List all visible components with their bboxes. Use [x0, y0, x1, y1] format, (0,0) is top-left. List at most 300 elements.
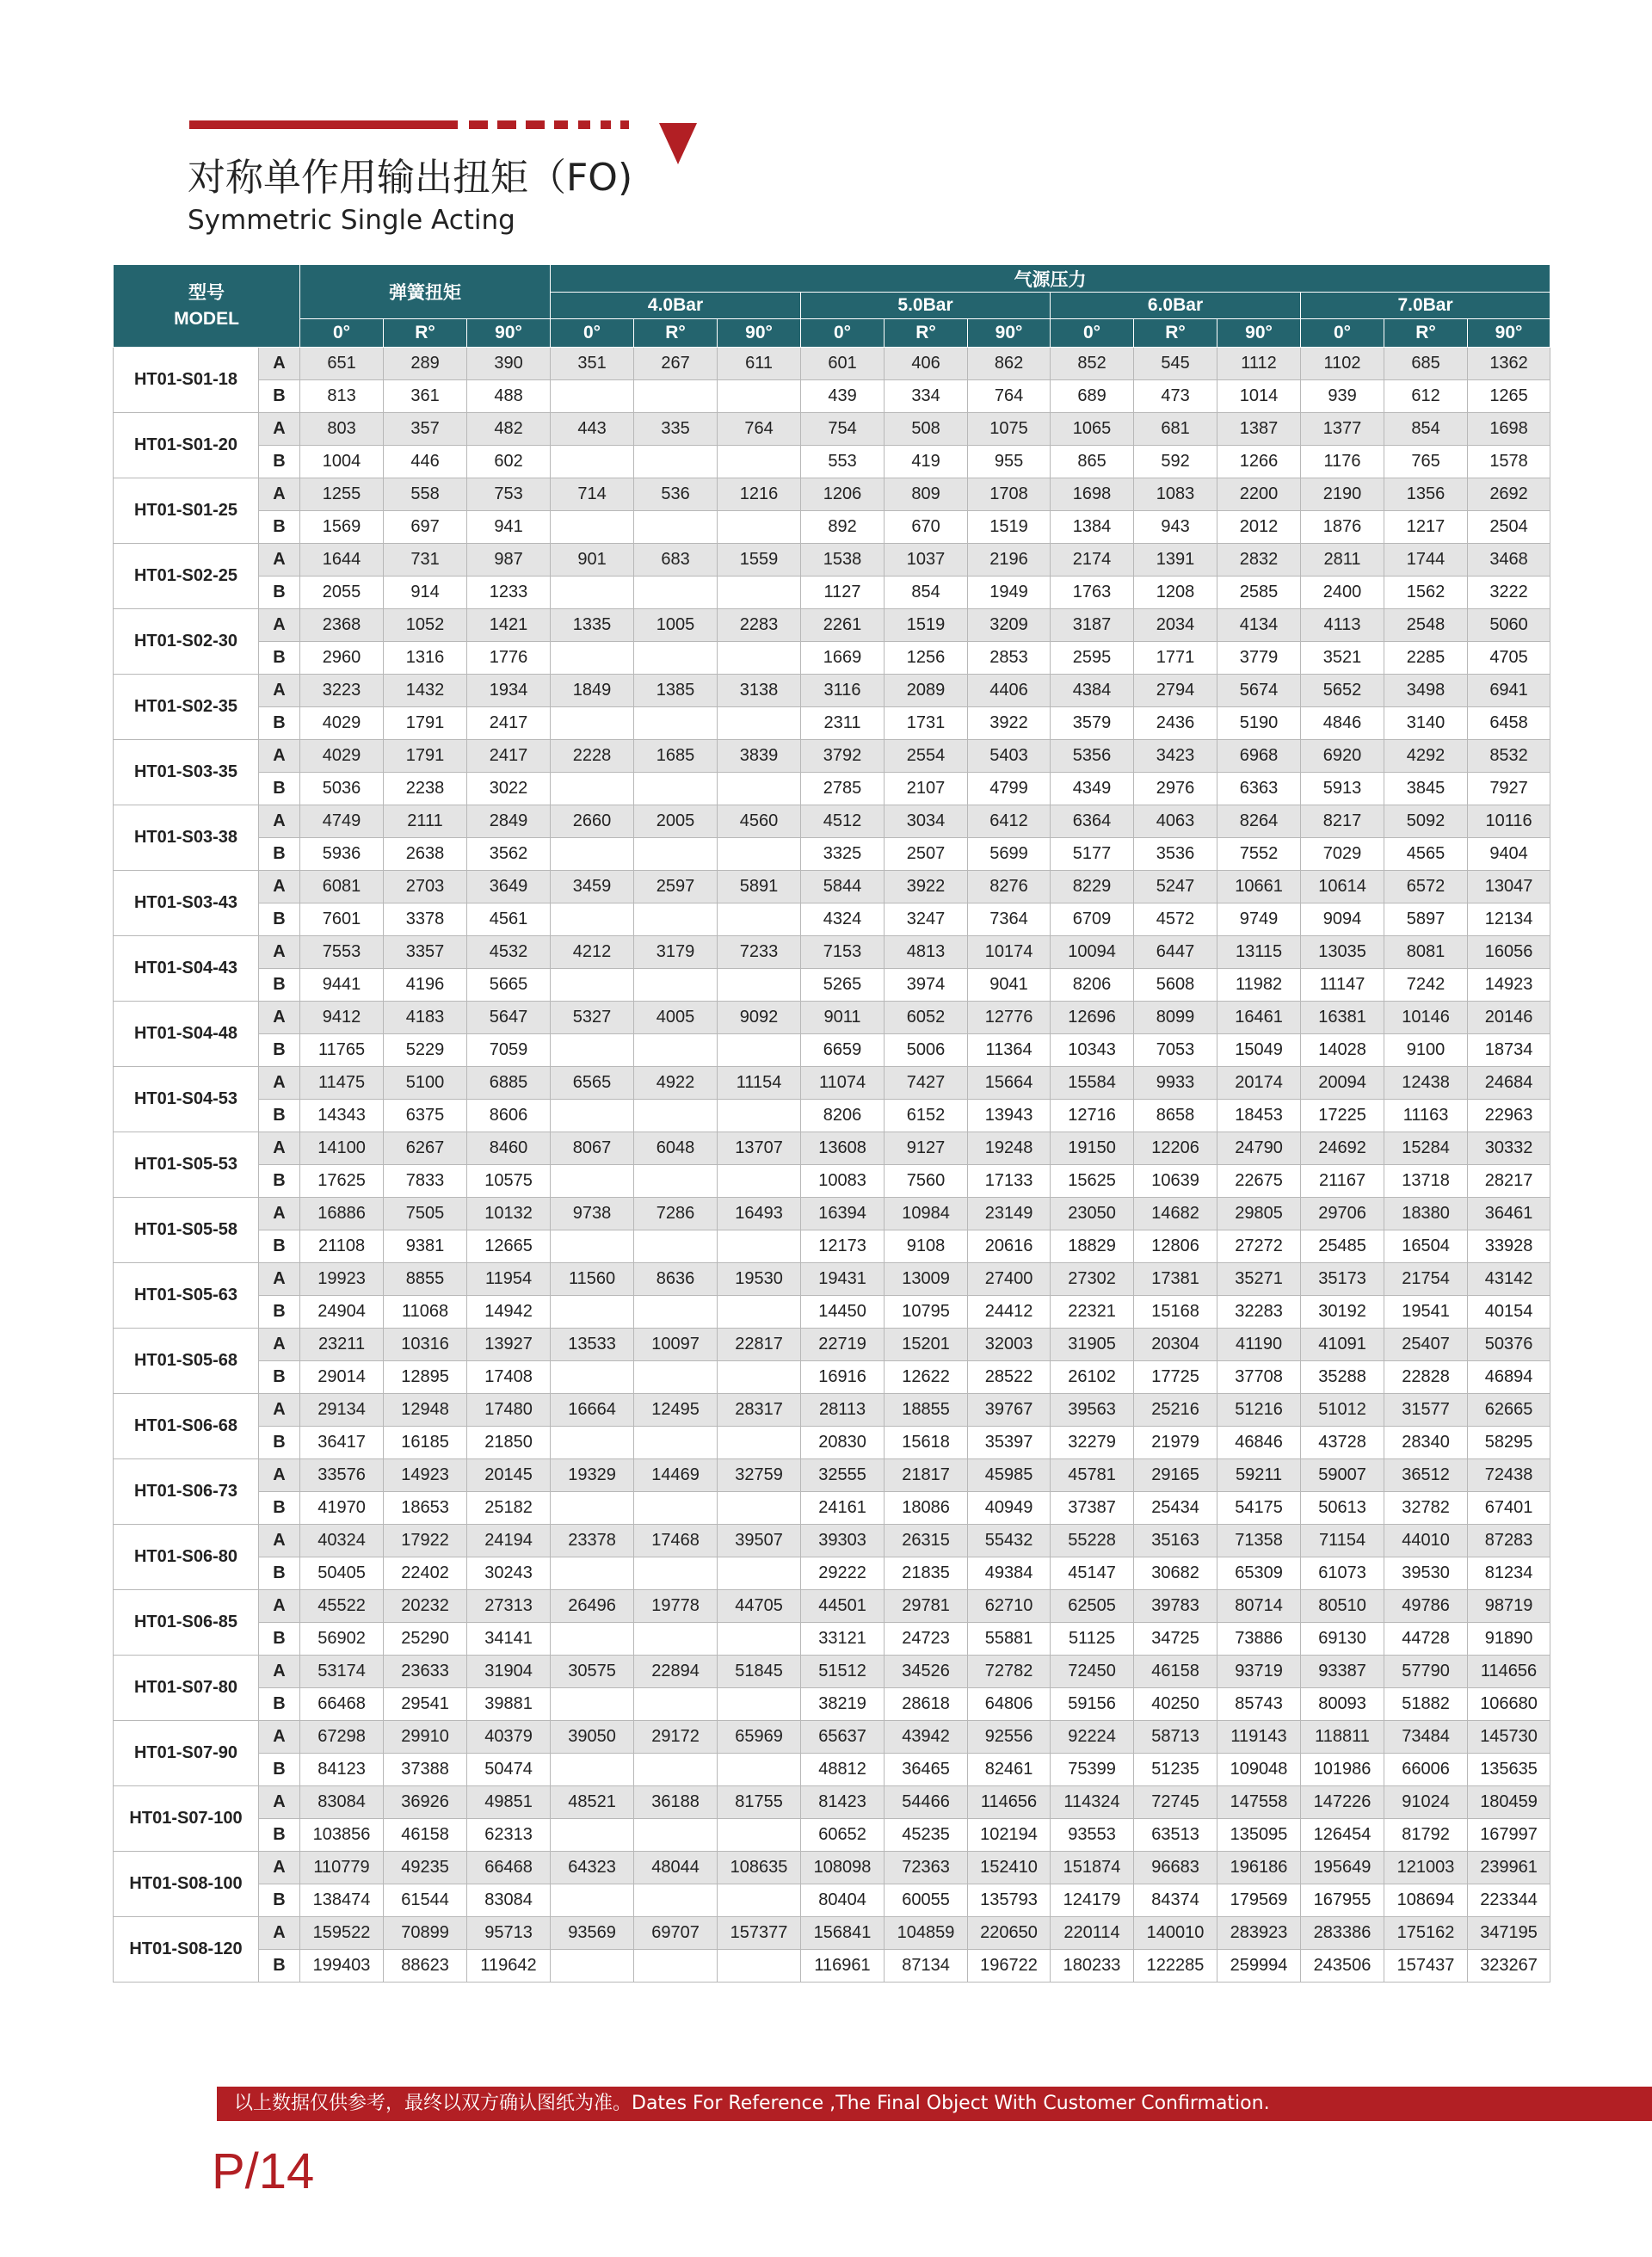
torque-value-cell: 3536	[1134, 838, 1217, 871]
torque-value-cell: 4561	[467, 903, 551, 936]
torque-value-cell: 2811	[1301, 544, 1384, 577]
torque-value-cell: 1708	[968, 478, 1051, 511]
torque-value-cell	[718, 1034, 801, 1067]
torque-value-cell: 24161	[801, 1492, 885, 1525]
torque-value-cell: 754	[801, 413, 885, 446]
torque-value-cell: 35173	[1301, 1263, 1384, 1296]
table-row	[114, 936, 1550, 969]
torque-value-cell: 334	[885, 380, 968, 413]
torque-value-cell: 765	[1384, 446, 1468, 478]
angle-header: R°	[1384, 319, 1468, 348]
torque-value-cell: 1075	[968, 413, 1051, 446]
torque-value-cell: 357	[384, 413, 467, 446]
torque-value-cell: 1432	[384, 675, 467, 707]
torque-value-cell: 3187	[1051, 609, 1134, 642]
torque-value-cell	[551, 1754, 634, 1786]
torque-value-cell: 114324	[1051, 1786, 1134, 1819]
torque-value-cell: 33121	[801, 1623, 885, 1656]
torque-value-cell: 40379	[467, 1721, 551, 1754]
torque-value-cell: 35163	[1134, 1525, 1217, 1557]
torque-value-cell: 1217	[1384, 511, 1468, 544]
torque-value-cell: 22963	[1468, 1100, 1550, 1132]
torque-value-cell: 11765	[300, 1034, 384, 1067]
torque-value-cell: 601	[801, 348, 885, 380]
torque-value-cell: 2504	[1468, 511, 1550, 544]
page-title: 对称单作用输出扭矩（FO)	[188, 156, 633, 200]
torque-value-cell: 7364	[968, 903, 1051, 936]
torque-value-cell	[718, 773, 801, 805]
torque-value-cell: 3247	[885, 903, 968, 936]
torque-value-cell: 1385	[634, 675, 718, 707]
torque-value-cell: 4183	[384, 1002, 467, 1034]
torque-value-cell: 1387	[1217, 413, 1301, 446]
torque-value-cell: 17480	[467, 1394, 551, 1427]
torque-value-cell: 16461	[1217, 1002, 1301, 1034]
torque-value-cell: 12173	[801, 1230, 885, 1263]
torque-value-cell: 1362	[1468, 348, 1550, 380]
torque-value-cell: 3179	[634, 936, 718, 969]
torque-value-cell: 1037	[885, 544, 968, 577]
torque-value-cell: 109048	[1217, 1754, 1301, 1786]
torque-value-cell: 96683	[1134, 1852, 1217, 1884]
torque-value-cell	[718, 1100, 801, 1132]
torque-value-cell: 72782	[968, 1656, 1051, 1688]
torque-value-cell: 25407	[1384, 1329, 1468, 1361]
torque-value-cell: 1876	[1301, 511, 1384, 544]
torque-value-cell: 72438	[1468, 1459, 1550, 1492]
torque-value-cell: 39507	[718, 1525, 801, 1557]
torque-value-cell: 4705	[1468, 642, 1550, 675]
row-variant-label: A	[259, 478, 300, 511]
row-variant-label: B	[259, 380, 300, 413]
torque-value-cell: 6920	[1301, 740, 1384, 773]
torque-value-cell: 80714	[1217, 1590, 1301, 1623]
model-name-cell: HT01-S01-25	[114, 478, 259, 544]
header-line-dash	[469, 120, 488, 129]
torque-value-cell: 20616	[968, 1230, 1051, 1263]
torque-value-cell: 2785	[801, 773, 885, 805]
torque-value-cell: 44728	[1384, 1623, 1468, 1656]
table-row	[114, 413, 1550, 446]
torque-value-cell: 80404	[801, 1884, 885, 1917]
torque-value-cell	[718, 642, 801, 675]
torque-value-cell: 151874	[1051, 1852, 1134, 1884]
torque-value-cell	[634, 1688, 718, 1721]
torque-value-cell: 29781	[885, 1590, 968, 1623]
table-row	[114, 1754, 1550, 1786]
torque-value-cell	[718, 1884, 801, 1917]
table-row	[114, 1721, 1550, 1754]
torque-value-cell: 3845	[1384, 773, 1468, 805]
torque-value-cell: 11954	[467, 1263, 551, 1296]
torque-value-cell: 13115	[1217, 936, 1301, 969]
torque-value-cell	[551, 1884, 634, 1917]
torque-value-cell: 32279	[1051, 1427, 1134, 1459]
torque-value-cell: 48044	[634, 1852, 718, 1884]
torque-value-cell: 32283	[1217, 1296, 1301, 1329]
torque-value-cell: 44010	[1384, 1525, 1468, 1557]
model-name-cell: HT01-S03-43	[114, 871, 259, 936]
torque-value-cell: 1698	[1051, 478, 1134, 511]
model-name-cell: HT01-S02-25	[114, 544, 259, 609]
torque-value-cell: 11154	[718, 1067, 801, 1100]
torque-value-cell: 46158	[384, 1819, 467, 1852]
torque-value-cell: 27400	[968, 1263, 1051, 1296]
torque-value-cell: 1791	[384, 740, 467, 773]
torque-value-cell: 5060	[1468, 609, 1550, 642]
torque-value-cell: 2595	[1051, 642, 1134, 675]
torque-value-cell: 1569	[300, 511, 384, 544]
torque-value-cell: 11068	[384, 1296, 467, 1329]
row-variant-label: B	[259, 1034, 300, 1067]
torque-value-cell: 3468	[1468, 544, 1550, 577]
torque-value-cell: 24723	[885, 1623, 968, 1656]
row-variant-label: B	[259, 838, 300, 871]
row-variant-label: A	[259, 740, 300, 773]
torque-value-cell: 16056	[1468, 936, 1550, 969]
torque-value-cell: 5647	[467, 1002, 551, 1034]
row-variant-label: B	[259, 1492, 300, 1525]
torque-value-cell: 84374	[1134, 1884, 1217, 1917]
table-row	[114, 609, 1550, 642]
torque-value-cell	[634, 707, 718, 740]
torque-value-cell: 10575	[467, 1165, 551, 1198]
torque-value-cell: 12948	[384, 1394, 467, 1427]
torque-value-cell: 12665	[467, 1230, 551, 1263]
torque-value-cell: 5100	[384, 1067, 467, 1100]
torque-value-cell	[634, 1296, 718, 1329]
torque-value-cell	[551, 969, 634, 1002]
row-variant-label: A	[259, 544, 300, 577]
header-line-dash	[620, 120, 629, 129]
torque-value-cell: 44501	[801, 1590, 885, 1623]
torque-value-cell: 753	[467, 478, 551, 511]
torque-value-cell: 92556	[968, 1721, 1051, 1754]
torque-value-cell: 8217	[1301, 805, 1384, 838]
torque-value-cell: 10614	[1301, 871, 1384, 903]
torque-value-cell: 19530	[718, 1263, 801, 1296]
torque-value-cell: 2832	[1217, 544, 1301, 577]
torque-value-cell: 8855	[384, 1263, 467, 1296]
torque-value-cell: 16394	[801, 1198, 885, 1230]
torque-value-cell: 4292	[1384, 740, 1468, 773]
row-variant-label: B	[259, 1754, 300, 1786]
torque-value-cell: 14100	[300, 1132, 384, 1165]
torque-value-cell: 223344	[1468, 1884, 1550, 1917]
torque-value-cell: 10984	[885, 1198, 968, 1230]
torque-value-cell: 18734	[1468, 1034, 1550, 1067]
torque-value-cell: 592	[1134, 446, 1217, 478]
torque-value-cell	[718, 1557, 801, 1590]
torque-value-cell: 13009	[885, 1263, 968, 1296]
row-variant-label: A	[259, 1329, 300, 1361]
torque-value-cell: 36461	[1468, 1198, 1550, 1230]
torque-value-cell: 2400	[1301, 577, 1384, 609]
torque-value-cell: 25216	[1134, 1394, 1217, 1427]
torque-value-cell: 103856	[300, 1819, 384, 1852]
torque-value-cell: 23211	[300, 1329, 384, 1361]
torque-value-cell: 106680	[1468, 1688, 1550, 1721]
angle-header: 0°	[1301, 319, 1384, 348]
torque-value-cell: 93719	[1217, 1656, 1301, 1688]
torque-value-cell: 1538	[801, 544, 885, 577]
torque-value-cell: 683	[634, 544, 718, 577]
torque-value-cell: 18829	[1051, 1230, 1134, 1263]
torque-value-cell: 4572	[1134, 903, 1217, 936]
table-row	[114, 1002, 1550, 1034]
torque-value-cell: 446	[384, 446, 467, 478]
pressure-header-5bar: 5.0Bar	[801, 293, 1051, 319]
torque-value-cell: 15664	[968, 1067, 1051, 1100]
torque-value-cell: 2853	[968, 642, 1051, 675]
torque-value-cell: 40154	[1468, 1296, 1550, 1329]
model-name-cell: HT01-S05-58	[114, 1198, 259, 1263]
torque-value-cell: 135793	[968, 1884, 1051, 1917]
torque-value-cell: 2960	[300, 642, 384, 675]
torque-value-cell: 21850	[467, 1427, 551, 1459]
torque-value-cell	[634, 903, 718, 936]
torque-value-cell: 36188	[634, 1786, 718, 1819]
torque-value-cell: 1519	[968, 511, 1051, 544]
torque-value-cell: 9108	[885, 1230, 968, 1263]
torque-value-cell: 62505	[1051, 1590, 1134, 1623]
torque-value-cell: 39563	[1051, 1394, 1134, 1427]
torque-value-cell: 32555	[801, 1459, 885, 1492]
torque-value-cell: 27302	[1051, 1263, 1134, 1296]
torque-value-cell: 27272	[1217, 1230, 1301, 1263]
torque-value-cell: 43942	[885, 1721, 968, 1754]
torque-value-cell	[634, 1165, 718, 1198]
torque-value-cell: 102194	[968, 1819, 1051, 1852]
torque-value-cell: 22828	[1384, 1361, 1468, 1394]
torque-value-cell: 31905	[1051, 1329, 1134, 1361]
torque-value-cell: 55228	[1051, 1525, 1134, 1557]
torque-value-cell: 13707	[718, 1132, 801, 1165]
torque-value-cell: 30575	[551, 1656, 634, 1688]
torque-value-cell: 6572	[1384, 871, 1468, 903]
model-name-cell: HT01-S02-30	[114, 609, 259, 675]
model-name-cell: HT01-S06-85	[114, 1590, 259, 1656]
torque-value-cell: 122285	[1134, 1950, 1217, 1983]
torque-value-cell: 72745	[1134, 1786, 1217, 1819]
table-row	[114, 544, 1550, 577]
torque-value-cell: 9092	[718, 1002, 801, 1034]
torque-value-cell: 2417	[467, 740, 551, 773]
torque-value-cell: 6267	[384, 1132, 467, 1165]
torque-value-cell: 3498	[1384, 675, 1468, 707]
torque-value-cell: 87134	[885, 1950, 968, 1983]
torque-value-cell: 1934	[467, 675, 551, 707]
torque-value-cell: 36512	[1384, 1459, 1468, 1492]
torque-value-cell: 2238	[384, 773, 467, 805]
torque-value-cell: 41091	[1301, 1329, 1384, 1361]
pressure-header-4bar: 4.0Bar	[551, 293, 801, 319]
torque-value-cell	[551, 642, 634, 675]
torque-value-cell: 10174	[968, 936, 1051, 969]
torque-value-cell: 1127	[801, 577, 885, 609]
torque-value-cell: 44705	[718, 1590, 801, 1623]
angle-header: 90°	[1217, 319, 1301, 348]
torque-value-cell: 9412	[300, 1002, 384, 1034]
page-subtitle: Symmetric Single Acting	[188, 205, 515, 236]
torque-value-cell: 10146	[1384, 1002, 1468, 1034]
torque-value-cell: 3423	[1134, 740, 1217, 773]
torque-value-cell: 1005	[634, 609, 718, 642]
torque-value-cell	[634, 1950, 718, 1983]
torque-value-cell: 685	[1384, 348, 1468, 380]
torque-value-cell: 3649	[467, 871, 551, 903]
torque-value-cell: 2368	[300, 609, 384, 642]
torque-value-cell: 17922	[384, 1525, 467, 1557]
torque-value-cell	[634, 969, 718, 1002]
row-variant-label: B	[259, 1230, 300, 1263]
row-variant-label: A	[259, 1525, 300, 1557]
torque-value-cell: 14923	[1468, 969, 1550, 1002]
torque-value-cell: 14682	[1134, 1198, 1217, 1230]
table-row	[114, 1557, 1550, 1590]
torque-value-cell: 114656	[968, 1786, 1051, 1819]
model-name-cell: HT01-S06-73	[114, 1459, 259, 1525]
torque-value-cell: 23633	[384, 1656, 467, 1688]
torque-value-cell: 5913	[1301, 773, 1384, 805]
torque-value-cell	[718, 1361, 801, 1394]
torque-value-cell: 67401	[1468, 1492, 1550, 1525]
torque-value-cell	[718, 1688, 801, 1721]
torque-value-cell: 35397	[968, 1427, 1051, 1459]
torque-value-cell	[634, 1361, 718, 1394]
torque-value-cell: 7601	[300, 903, 384, 936]
torque-value-cell: 9094	[1301, 903, 1384, 936]
torque-value-cell: 1014	[1217, 380, 1301, 413]
torque-value-cell: 121003	[1384, 1852, 1468, 1884]
torque-value-cell: 3974	[885, 969, 968, 1002]
torque-value-cell: 24692	[1301, 1132, 1384, 1165]
torque-value-cell: 55432	[968, 1525, 1051, 1557]
table-row	[114, 675, 1550, 707]
row-variant-label: B	[259, 1884, 300, 1917]
torque-value-cell: 24790	[1217, 1132, 1301, 1165]
table-row	[114, 1198, 1550, 1230]
torque-value-cell: 65637	[801, 1721, 885, 1754]
torque-value-cell: 75399	[1051, 1754, 1134, 1786]
torque-value-cell: 61073	[1301, 1557, 1384, 1590]
torque-value-cell: 17408	[467, 1361, 551, 1394]
angle-header-row	[114, 319, 1550, 348]
torque-value-cell: 5177	[1051, 838, 1134, 871]
torque-value-cell: 29222	[801, 1557, 885, 1590]
torque-value-cell: 17225	[1301, 1100, 1384, 1132]
torque-value-cell: 32759	[718, 1459, 801, 1492]
table-row	[114, 1590, 1550, 1623]
header-line-dash	[578, 120, 590, 129]
torque-value-cell: 22719	[801, 1329, 885, 1361]
torque-value-cell: 57790	[1384, 1656, 1468, 1688]
torque-value-cell: 12134	[1468, 903, 1550, 936]
torque-value-cell: 8067	[551, 1132, 634, 1165]
torque-value-cell: 61544	[384, 1884, 467, 1917]
torque-value-cell	[634, 1034, 718, 1067]
torque-value-cell: 66006	[1384, 1754, 1468, 1786]
torque-value-cell	[634, 1623, 718, 1656]
torque-value-cell: 2261	[801, 609, 885, 642]
torque-value-cell: 27313	[467, 1590, 551, 1623]
torque-value-cell	[634, 838, 718, 871]
torque-value-cell: 2417	[467, 707, 551, 740]
torque-value-cell: 10316	[384, 1329, 467, 1361]
torque-value-cell: 15625	[1051, 1165, 1134, 1198]
spring-torque-header: 弹簧扭矩	[300, 265, 551, 319]
torque-value-cell: 108098	[801, 1852, 885, 1884]
torque-value-cell: 30332	[1468, 1132, 1550, 1165]
torque-value-cell: 5247	[1134, 871, 1217, 903]
torque-value-cell: 12806	[1134, 1230, 1217, 1263]
torque-value-cell: 34725	[1134, 1623, 1217, 1656]
torque-value-cell: 813	[300, 380, 384, 413]
row-variant-label: A	[259, 348, 300, 380]
table-row	[114, 1034, 1550, 1067]
torque-value-cell: 6968	[1217, 740, 1301, 773]
torque-value-cell: 157437	[1384, 1950, 1468, 1983]
torque-value-cell: 7505	[384, 1198, 467, 1230]
row-variant-label: A	[259, 413, 300, 446]
torque-value-cell: 53174	[300, 1656, 384, 1688]
torque-value-cell: 31577	[1384, 1394, 1468, 1427]
row-variant-label: A	[259, 675, 300, 707]
torque-value-cell: 45985	[968, 1459, 1051, 1492]
torque-value-cell: 69130	[1301, 1623, 1384, 1656]
model-name-cell: HT01-S06-68	[114, 1394, 259, 1459]
torque-value-cell: 88623	[384, 1950, 467, 1983]
torque-value-cell: 5036	[300, 773, 384, 805]
torque-value-cell: 4324	[801, 903, 885, 936]
torque-value-cell: 7560	[885, 1165, 968, 1198]
torque-value-cell	[718, 969, 801, 1002]
torque-value-cell: 9011	[801, 1002, 885, 1034]
table-row	[114, 1067, 1550, 1100]
torque-value-cell: 20232	[384, 1590, 467, 1623]
torque-value-cell: 196722	[968, 1950, 1051, 1983]
torque-value-cell: 536	[634, 478, 718, 511]
torque-value-cell	[634, 577, 718, 609]
table-row	[114, 1100, 1550, 1132]
model-name-cell: HT01-S04-53	[114, 1067, 259, 1132]
torque-value-cell: 2585	[1217, 577, 1301, 609]
torque-value-cell: 2228	[551, 740, 634, 773]
torque-value-cell: 1052	[384, 609, 467, 642]
torque-value-cell: 2196	[968, 544, 1051, 577]
row-variant-label: A	[259, 1852, 300, 1884]
torque-value-cell: 65969	[718, 1721, 801, 1754]
torque-value-cell: 22894	[634, 1656, 718, 1688]
table-row	[114, 1394, 1550, 1427]
torque-value-cell	[634, 773, 718, 805]
torque-value-cell: 15168	[1134, 1296, 1217, 1329]
table-row	[114, 380, 1550, 413]
torque-value-cell: 2285	[1384, 642, 1468, 675]
header-line-dash	[601, 120, 611, 129]
torque-value-cell: 1102	[1301, 348, 1384, 380]
torque-value-cell: 3521	[1301, 642, 1384, 675]
torque-value-cell: 731	[384, 544, 467, 577]
torque-value-cell: 4532	[467, 936, 551, 969]
table-row	[114, 1165, 1550, 1198]
torque-value-cell: 2174	[1051, 544, 1134, 577]
torque-value-cell: 28522	[968, 1361, 1051, 1394]
model-name-cell: HT01-S01-20	[114, 413, 259, 478]
row-variant-label: B	[259, 1557, 300, 1590]
torque-value-cell: 651	[300, 348, 384, 380]
torque-value-cell	[551, 1688, 634, 1721]
